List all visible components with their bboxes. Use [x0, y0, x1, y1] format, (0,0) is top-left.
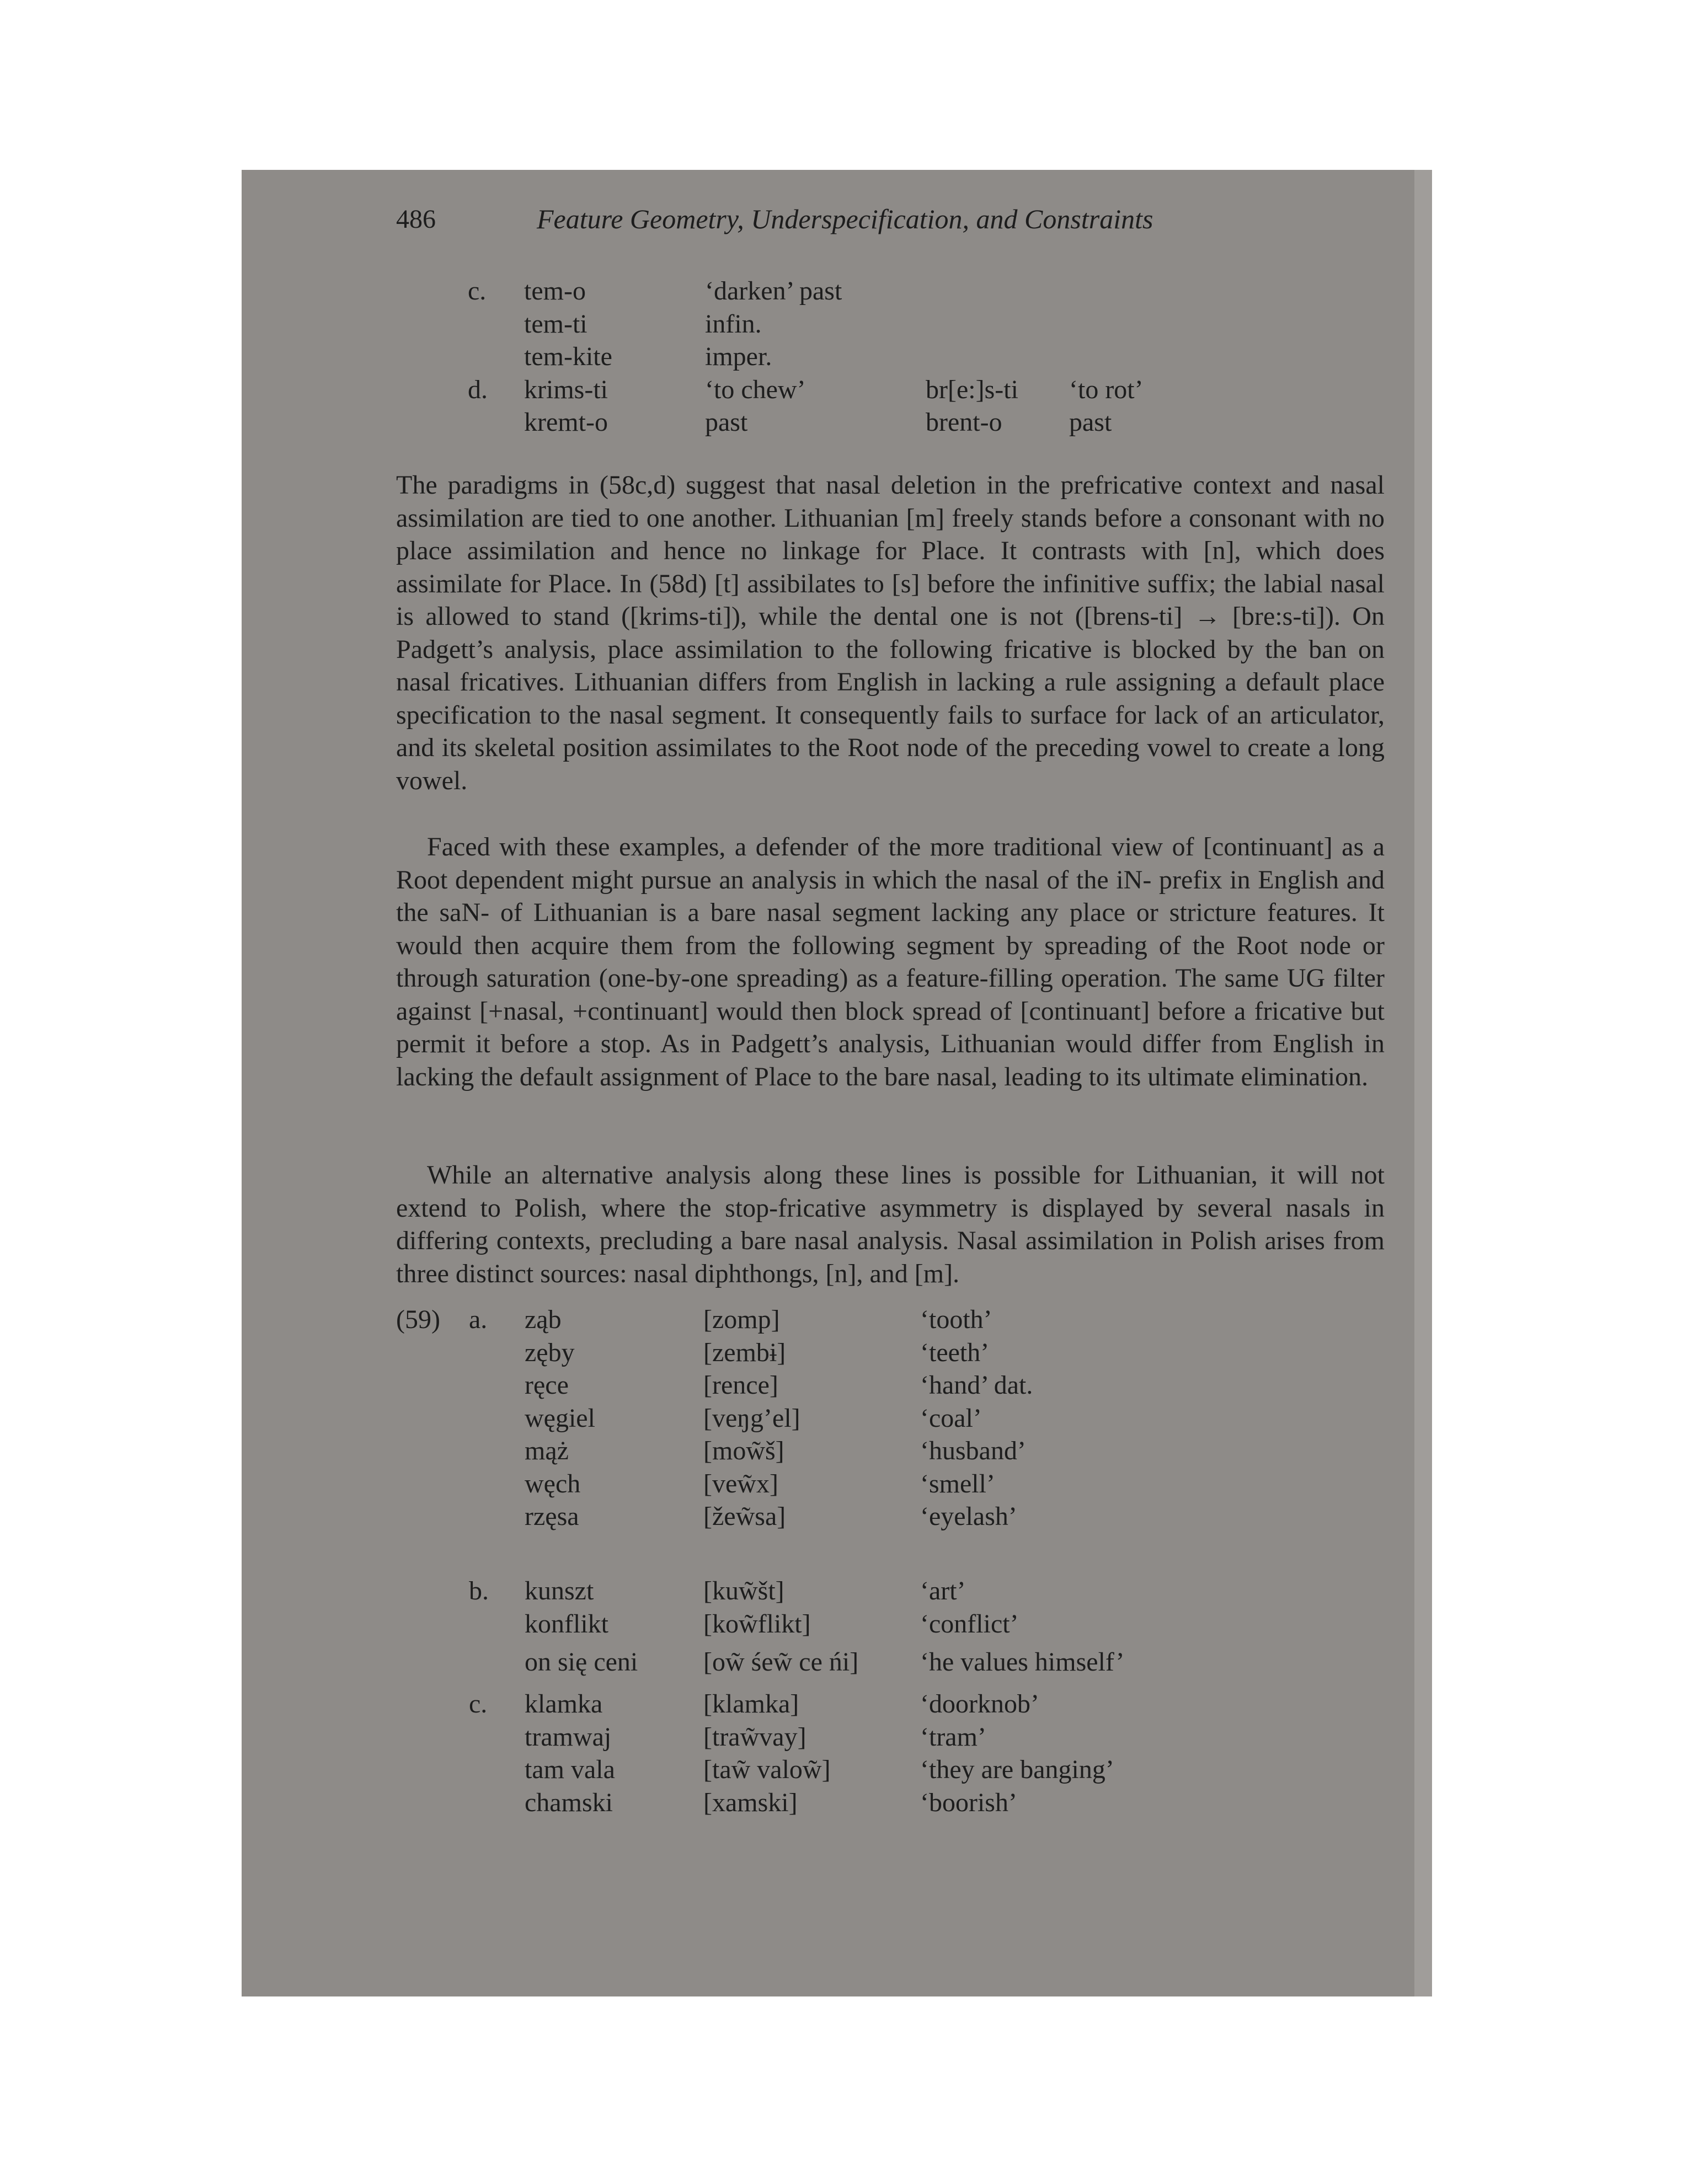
gloss: past	[705, 408, 748, 437]
example-row	[396, 1721, 1385, 1754]
sub-label: c.	[468, 276, 487, 306]
gloss: past	[1069, 408, 1112, 437]
transcription: [žew̃sa]	[703, 1502, 786, 1531]
polish-orthography: chamski	[525, 1787, 613, 1817]
example-row	[396, 1786, 1385, 1819]
transcription: [taw̃ valow̃]	[703, 1755, 831, 1784]
polish-orthography: węch	[525, 1469, 581, 1498]
lithuanian-form: brent-o	[926, 408, 1002, 437]
example-row	[396, 373, 1385, 406]
example-58-continued	[396, 275, 1385, 439]
lithuanian-form: br[e:]s-ti	[926, 374, 1018, 404]
sub-label: d.	[468, 374, 488, 404]
transcription: [veŋg’el]	[703, 1403, 800, 1433]
polish-orthography: rzęsa	[525, 1502, 579, 1531]
polish-orthography: węgiel	[525, 1403, 595, 1433]
example-row	[396, 1608, 1385, 1641]
example-row	[396, 1303, 1385, 1336]
transcription: [kow̃flikt]	[703, 1609, 811, 1639]
book-page	[242, 170, 1432, 1996]
sub-label: b.	[469, 1576, 489, 1605]
example-row	[396, 340, 1385, 373]
example-row	[396, 1336, 1385, 1369]
gloss: ‘teeth’	[920, 1337, 990, 1367]
gloss: ‘to chew’	[705, 374, 806, 404]
example-row	[396, 308, 1385, 341]
polish-orthography: klamka	[525, 1689, 603, 1719]
polish-orthography: zęby	[525, 1337, 575, 1367]
lithuanian-form: tem-o	[524, 276, 586, 306]
transcription: [ow̃ śew̃ ce ńi]	[703, 1647, 859, 1677]
gloss: ‘he values himself’	[920, 1647, 1125, 1677]
example-59-c	[396, 1688, 1385, 1819]
lithuanian-form: krims-ti	[524, 374, 608, 404]
example-number: (59)	[396, 1305, 440, 1334]
example-row	[396, 1753, 1385, 1786]
polish-orthography: konflikt	[525, 1609, 608, 1639]
polish-orthography: ząb	[525, 1305, 562, 1334]
polish-orthography: on się ceni	[525, 1647, 638, 1677]
polish-orthography: mąż	[525, 1436, 569, 1465]
gloss: ‘darken’ past	[705, 276, 842, 306]
example-row	[396, 1500, 1385, 1533]
transcription: [zembɨ]	[703, 1337, 786, 1367]
example-row	[396, 1402, 1385, 1435]
gloss: ‘doorknob’	[920, 1689, 1039, 1719]
polish-orthography: kunszt	[525, 1576, 594, 1605]
running-title: Feature Geometry, Underspecification, and Constraints	[537, 204, 1153, 234]
example-row	[396, 406, 1385, 439]
transcription: [zomp]	[703, 1305, 780, 1334]
transcription: [rence]	[703, 1371, 778, 1400]
example-59	[396, 1303, 1385, 1533]
transcription: [kuw̃št]	[703, 1576, 784, 1605]
body-paragraph: The paradigms in (58c,d) suggest that nasal deletion in the prefricative context and nasal assimilation are tied to one another. Lithuanian [m] freely stands before a consonant with no place assimilation and hence no linkage for Place. It contrasts with [n], which does assimilate for Place. In (58d) [t] assibilates to [s] before the infinitive suffix; the labial nasal is allowed to stand ([krims-ti]), while the dental one is not ([brens-ti] → [bre:s-ti]). On Padgett’s analysis, place assimilation to the following fricative is blocked by the ban on nasal fricatives. Lithuanian differs from English in lacking a rule assigning a default place specification to the nasal segment. It consequently fails to surface for lack of an articulator, and its skeletal position assimilates to the Root node of the preceding vowel to create a long vowel.	[396, 470, 1385, 795]
gloss: infin.	[705, 309, 762, 339]
gloss: ‘eyelash’	[920, 1502, 1017, 1531]
gloss: ‘hand’ dat.	[920, 1371, 1033, 1400]
example-59-b	[396, 1575, 1385, 1679]
example-row	[396, 275, 1385, 308]
gloss: ‘husband’	[920, 1436, 1026, 1465]
body-paragraph: While an alternative analysis along these lines is possible for Lithuanian, it will not extend to Polish, where the stop-fricative asymmetry is displayed by several nasals in differing contexts, precluding a bare nasal analysis. Nasal assimilation in Polish arises from three distinct sources: nasal diphthongs, [n], and [m].	[396, 1160, 1385, 1288]
transcription: [xamski]	[703, 1787, 798, 1817]
gloss: ‘art’	[920, 1576, 966, 1605]
sub-label: a.	[469, 1305, 488, 1334]
gloss: ‘conflict’	[920, 1609, 1019, 1639]
page-number: 486	[396, 205, 436, 234]
gloss: ‘tooth’	[920, 1305, 992, 1334]
gloss: ‘smell’	[920, 1469, 995, 1498]
transcription: [klamka]	[703, 1689, 799, 1719]
lithuanian-form: tem-ti	[524, 309, 587, 339]
transcription: [vew̃x]	[703, 1469, 778, 1498]
polish-orthography: ręce	[525, 1371, 569, 1400]
gloss: ‘to rot’	[1069, 374, 1144, 404]
lithuanian-form: kremt-o	[524, 408, 608, 437]
lithuanian-form: tem-kite	[524, 342, 612, 371]
running-head	[396, 203, 1385, 236]
example-row	[396, 1434, 1385, 1468]
sub-label: c.	[469, 1689, 488, 1719]
polish-orthography: tam vala	[525, 1755, 615, 1784]
polish-orthography: tramwaj	[525, 1722, 612, 1752]
body-paragraph: Faced with these examples, a defender of the more traditional view of [continuant] as a Root dependent might pursue an analysis in which the nasal of the iN- prefix in English and the saN- of Lithuanian is a bare nasal segment lacking any place or stricture features. It would then acquire them from the following segment by spreading of the Root node or through saturation (one-by-one spreading) as a feature-filling operation. The same UG filter against [+nasal, +continuant] would then block spread of [continuant] before a fricative but permit it before a stop. As in Padgett’s analysis, Lithuanian would differ from English in lacking the default assignment of Place to the bare nasal, leading to its ultimate elimination.	[396, 832, 1385, 1091]
example-row	[396, 1688, 1385, 1721]
example-row	[396, 1575, 1385, 1608]
gloss: ‘coal’	[920, 1403, 982, 1433]
gloss: ‘tram’	[920, 1722, 986, 1752]
example-row	[396, 1646, 1385, 1679]
example-row	[396, 1369, 1385, 1402]
gloss: imper.	[705, 342, 772, 371]
gloss: ‘boorish’	[920, 1787, 1017, 1817]
transcription: [mow̃š]	[703, 1436, 784, 1465]
example-row	[396, 1468, 1385, 1501]
gloss: ‘they are banging’	[920, 1755, 1114, 1784]
transcription: [traw̃vay]	[703, 1722, 806, 1752]
